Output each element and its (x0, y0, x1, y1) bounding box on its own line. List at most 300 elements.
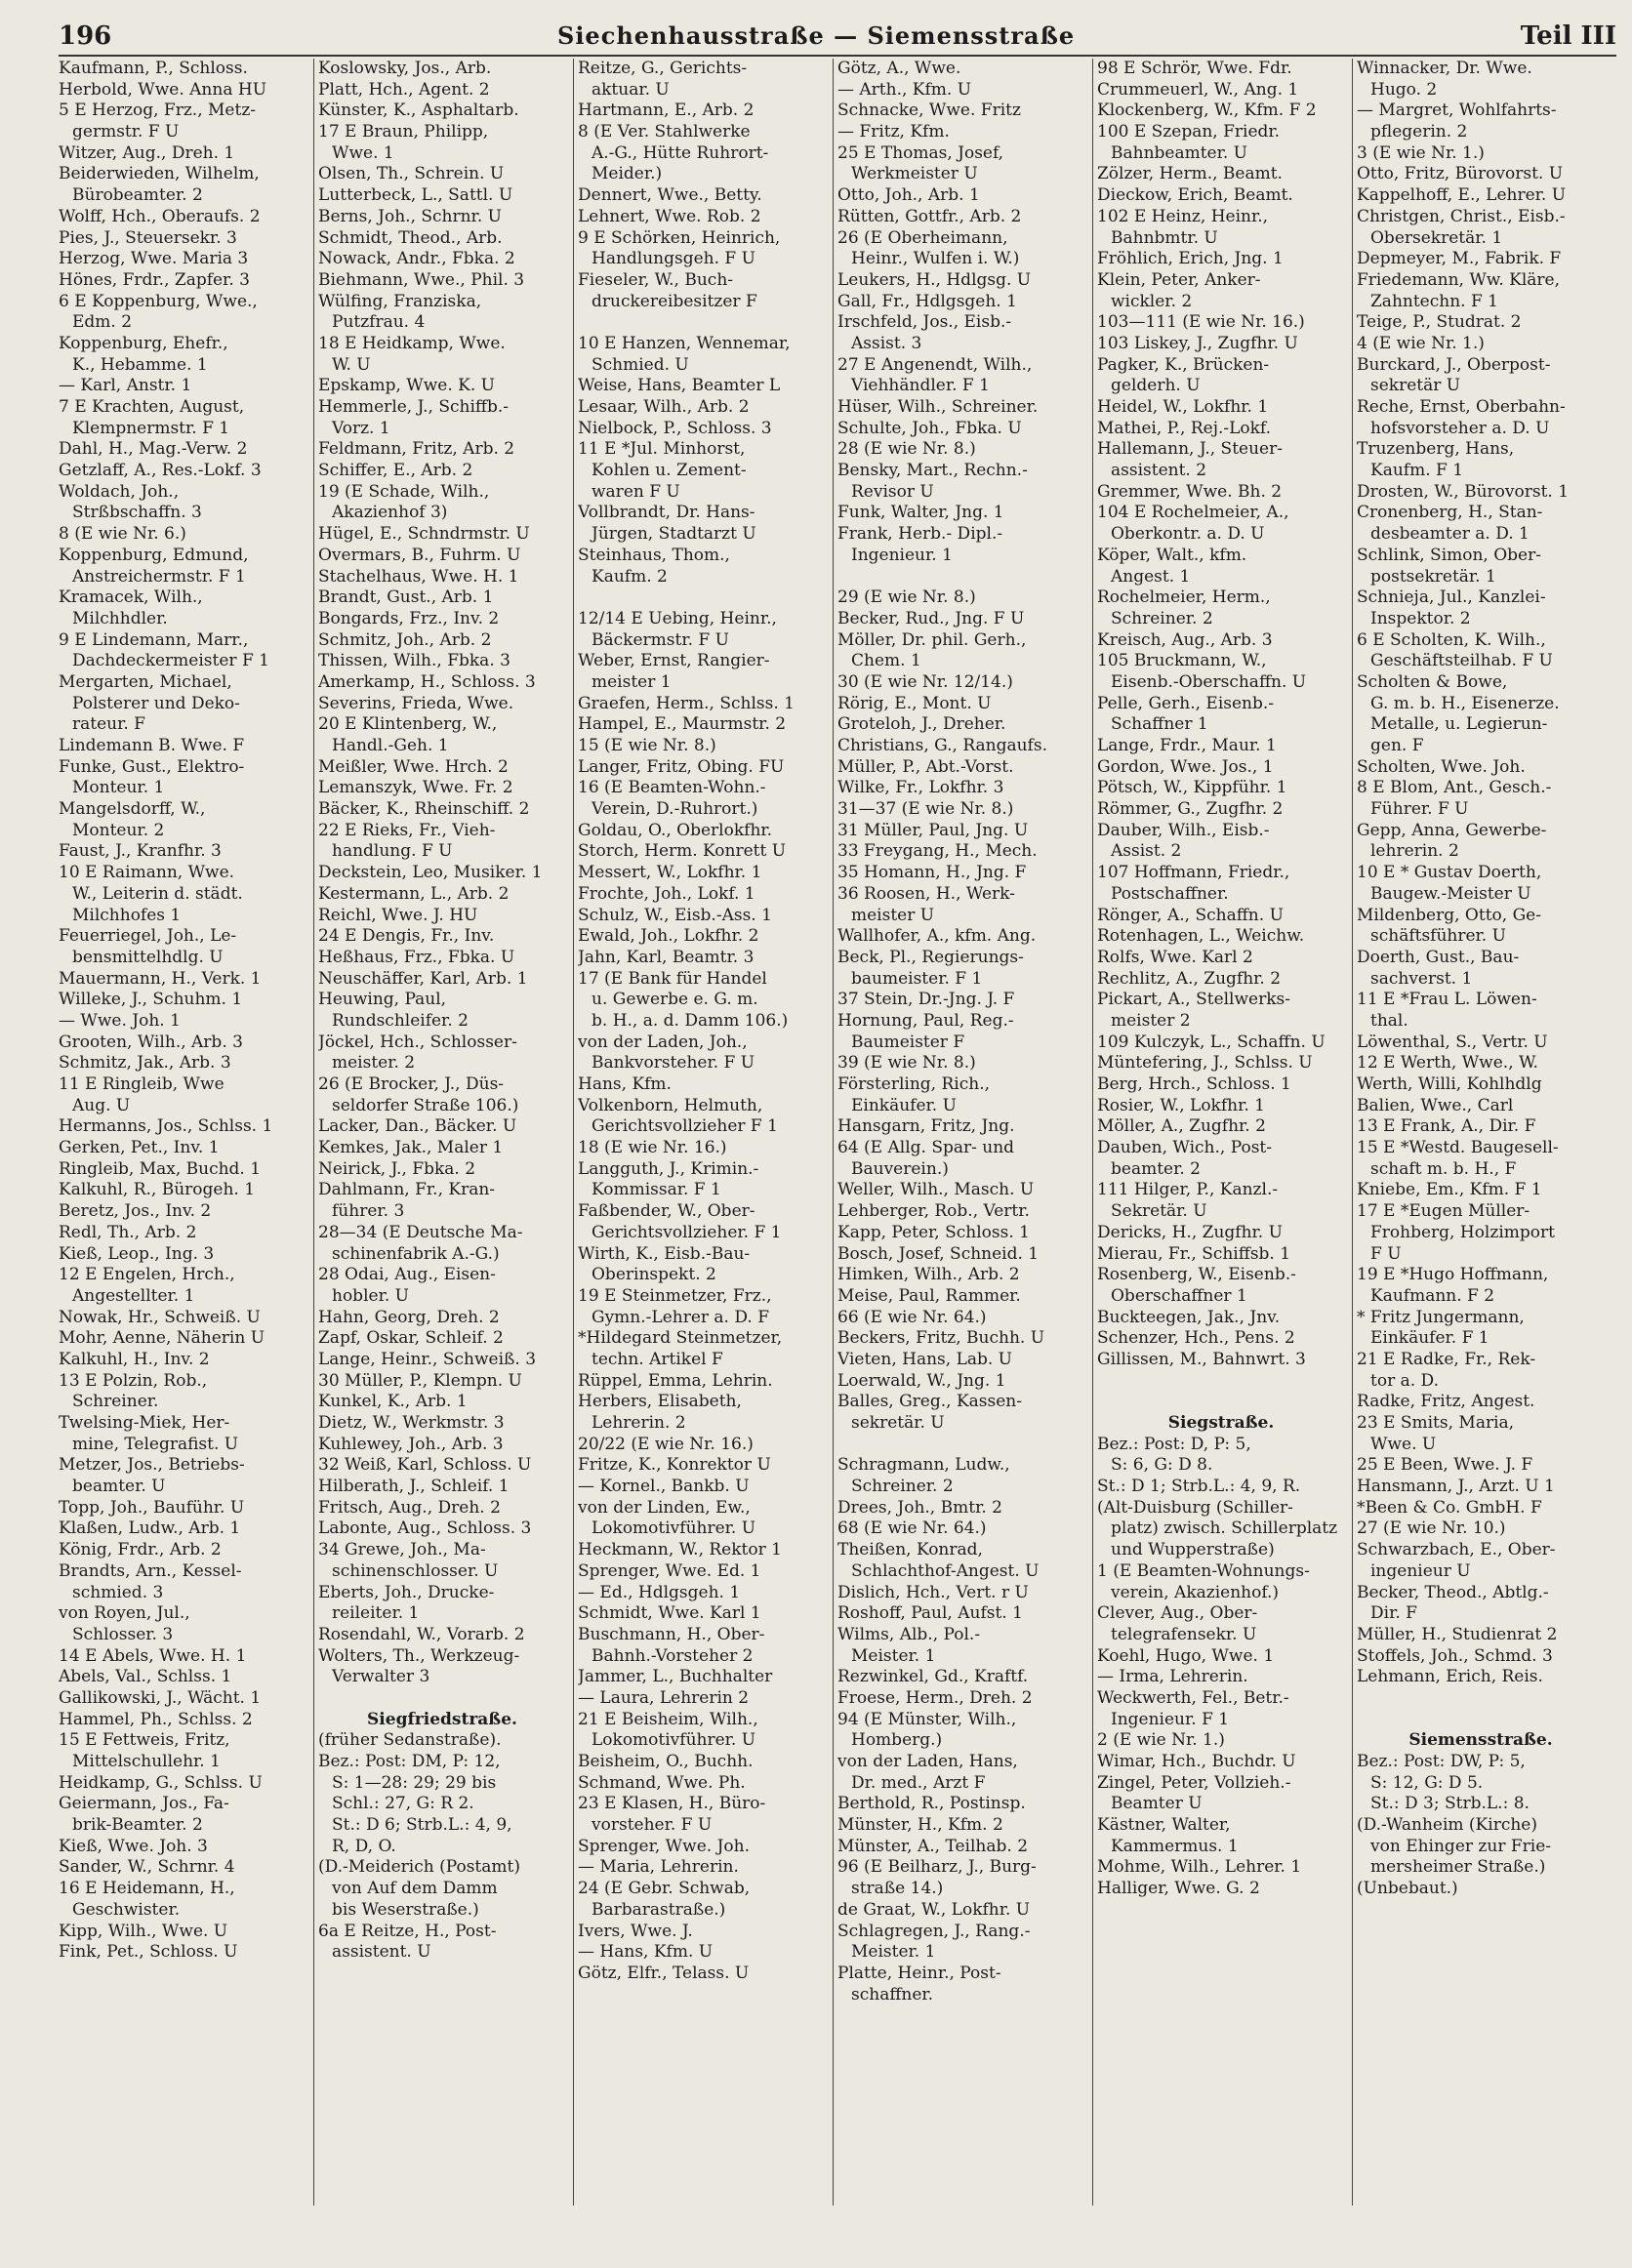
directory-entry-line: — Margret, Wohlfahrts- (1357, 101, 1557, 121)
directory-entry-line: Witzer, Aug., Dreh. 1 (59, 142, 235, 163)
directory-entry-line: 37 Stein, Dr.-Jng. J. F (837, 990, 1015, 1010)
directory-entry-line: Bäcker, K., Rheinschiff. 2 (318, 799, 530, 820)
directory-entry-line: Deckstein, Leo, Musiker. 1 (318, 863, 543, 883)
directory-entry-line: 27 (E wie Nr. 10.) (1357, 1519, 1506, 1539)
directory-entry-line: S: 1—28: 29; 29 bis (332, 1772, 497, 1793)
directory-entry-line: Gerichtsvollzieher. F 1 (592, 1222, 782, 1242)
directory-entry-line: Twelsing-Miek, Her- (59, 1413, 230, 1433)
directory-entry-line: Kaufmann. F 2 (1370, 1285, 1495, 1306)
directory-entry-line: Vollbrandt, Dr. Hans- (578, 503, 755, 523)
directory-entry-line: Rechlitz, A., Zugfhr. 2 (1097, 968, 1282, 989)
directory-entry-line: schinenfabrik A.-G.) (332, 1243, 500, 1264)
directory-entry-line: 5 E Herzog, Frz., Metz- (59, 101, 257, 121)
directory-entry-line: handlung. F U (332, 841, 453, 862)
directory-entry-line: desbeamter a. D. 1 (1370, 524, 1530, 545)
directory-entry-line: Möller, Dr. phil. Gerh., (837, 629, 1027, 650)
directory-entry-line: 31 Müller, Paul, Jng. U (837, 820, 1029, 840)
directory-entry-line: Labonte, Aug., Schloss. 3 (318, 1519, 532, 1539)
directory-entry-line: 29 (E wie Nr. 8.) (837, 587, 976, 608)
directory-entry-line: 23 E Klasen, H., Büro- (578, 1794, 766, 1814)
directory-entry-line: waren F U (592, 481, 680, 502)
directory-entry-line: Koppenburg, Ehefr., (59, 333, 228, 353)
directory-entry-line: Wwe. U (1370, 1434, 1437, 1454)
directory-entry-line: Wolff, Hch., Oberaufs. 2 (59, 206, 261, 226)
directory-entry-line: Möller, A., Zugfhr. 2 (1097, 1116, 1266, 1137)
directory-entry-line: Dennert, Wwe., Betty. (578, 185, 762, 206)
directory-entry-line: von der Laden, Hans, (837, 1752, 1018, 1771)
directory-entry-line: Ingenieur. 1 (851, 545, 953, 565)
directory-entry-line: 4 (E wie Nr. 1.) (1357, 333, 1485, 353)
running-title: Siechenhausstraße — Siemensstraße (556, 21, 1076, 50)
directory-entry-line: Dr. med., Arzt F (851, 1772, 986, 1793)
directory-entry-line: — Hans, Kfm. U (578, 1942, 714, 1963)
column-divider (313, 59, 314, 2206)
directory-entry-line: Werkmeister U (851, 164, 978, 184)
directory-entry-line: Becker, Rud., Jng. F U (837, 608, 1025, 628)
directory-entry-line: germstr. F U (72, 122, 180, 142)
directory-entry-line: Sander, W., Schrnr. 4 (59, 1857, 235, 1878)
directory-entry-line: straße 14.) (851, 1879, 944, 1899)
directory-entry-line: Frohberg, Holzimport (1370, 1222, 1555, 1242)
directory-entry-line: 17 E *Eugen Müller- (1357, 1201, 1530, 1222)
directory-entry-line: bis Weserstraße.) (332, 1899, 479, 1920)
directory-entry-line: 25 E Been, Wwe. J. F (1357, 1455, 1533, 1476)
directory-entry-line: Hansgarn, Fritz, Jng. (837, 1116, 1015, 1137)
directory-entry-line: Kammermus. 1 (1111, 1836, 1239, 1856)
directory-entry-line: meister. 2 (332, 1053, 416, 1073)
directory-entry-line: Himken, Wilh., Arb. 2 (837, 1265, 1020, 1285)
directory-entry-line: Viehhändler. F 1 (851, 376, 990, 396)
directory-entry-line: Hornung, Paul, Reg.- (837, 1010, 1014, 1031)
directory-entry-line: Mittelschullehr. 1 (72, 1752, 221, 1771)
directory-entry-line: Hugo. 2 (1370, 79, 1438, 100)
directory-entry-line: 6 E Scholten, K. Wilh., (1357, 629, 1546, 650)
directory-entry-line: Hartmann, E., Arb. 2 (578, 101, 755, 121)
directory-entry-line: Frochte, Joh., Lokf. 1 (578, 883, 755, 904)
directory-entry-line: Sprenger, Wwe. Joh. (578, 1836, 750, 1856)
directory-entry-line: rateur. F (72, 714, 145, 735)
directory-entry-line: aktuar. U (592, 79, 670, 100)
directory-entry-line: Jöckel, Hch., Schlosser- (318, 1032, 517, 1052)
directory-entry-line: Kunkel, K., Arb. 1 (318, 1392, 468, 1412)
directory-entry-line: de Graat, W., Lokfhr. U (837, 1899, 1031, 1920)
directory-entry-line: Schreiner. 2 (1111, 608, 1213, 628)
directory-entry-line: Postschaffner. (1111, 883, 1229, 904)
directory-entry-line: Dachdeckermeister F 1 (72, 651, 269, 671)
directory-entry-line: Akazienhof 3) (332, 503, 448, 523)
directory-entry-line: Schenzer, Hch., Pens. 2 (1097, 1328, 1295, 1349)
directory-entry-line: Bez.: Post: D, P: 5, (1097, 1434, 1251, 1454)
directory-entry-line: Lange, Heinr., Schweiß. 3 (318, 1349, 537, 1369)
directory-entry-line: sachverst. 1 (1370, 968, 1473, 989)
directory-entry-line: 8 (E wie Nr. 6.) (59, 524, 186, 545)
directory-entry-line: Gallikowski, J., Wächt. 1 (59, 1687, 262, 1708)
directory-entry-line: vorsteher. F U (592, 1815, 713, 1836)
directory-entry-line: (Unbebaut.) (1357, 1879, 1458, 1899)
directory-entry-line: 36 Roosen, H., Werk- (837, 883, 1015, 904)
directory-entry-line: Dieckow, Erich, Beamt. (1097, 185, 1293, 206)
directory-entry-line: Berthold, R., Postinsp. (837, 1794, 1026, 1814)
directory-entry-line: Bahnbmtr. U (1111, 227, 1218, 248)
directory-entry-line: 17 (E Bank für Handel (578, 968, 767, 989)
directory-entry-line: Handlungsgeh. F U (592, 249, 755, 269)
directory-entry-line: Willeke, J., Schuhm. 1 (59, 990, 243, 1010)
directory-entry-line: 39 (E wie Nr. 8.) (837, 1053, 976, 1073)
directory-entry-line: Zingel, Peter, Vollzieh.- (1097, 1772, 1291, 1793)
directory-entry-line: Herbers, Elisabeth, (578, 1392, 742, 1412)
directory-entry-line: Klaßen, Ludw., Arb. 1 (59, 1519, 241, 1539)
directory-entry-line: 10 E Raimann, Wwe. (59, 863, 235, 883)
directory-entry-line: Beck, Pl., Regierungs- (837, 947, 1024, 967)
directory-entry-line: Stachelhaus, Wwe. H. 1 (318, 566, 519, 587)
directory-entry-line: Schragmann, Ludw., (837, 1455, 1010, 1476)
directory-entry-line: Rosier, W., Lokfhr. 1 (1097, 1095, 1265, 1115)
directory-entry-line: hofsvorsteher a. D. U (1370, 418, 1550, 438)
directory-entry-line: * Fritz Jungermann, (1357, 1307, 1525, 1327)
directory-entry-line: Meise, Paul, Rammer. (837, 1285, 1021, 1306)
directory-entry-line: 15 E *Westd. Baugesell- (1357, 1138, 1559, 1158)
directory-entry-line: Weckwerth, Fel., Betr.- (1097, 1687, 1289, 1708)
directory-entry-line: Münster, A., Teilhab. 2 (837, 1836, 1029, 1856)
directory-entry-line: Lutterbeck, L., Sattl. U (318, 185, 513, 206)
directory-entry-line: Geschäftsteilhab. F U (1370, 651, 1553, 671)
directory-entry-line: Hüser, Wilh., Schreiner. (837, 397, 1039, 417)
directory-entry-line: Heidel, W., Lokfhr. 1 (1097, 397, 1269, 417)
directory-entry-line: Getzlaff, A., Res.-Lokf. 3 (59, 461, 262, 481)
directory-entry-line: 30 Müller, P., Klempn. U (318, 1370, 522, 1391)
directory-entry-line: Schlink, Simon, Ober- (1357, 545, 1541, 565)
directory-entry-line: Topp, Joh., Bauführ. U (59, 1497, 245, 1518)
directory-entry-line: Fritsch, Aug., Dreh. 2 (318, 1497, 501, 1518)
directory-entry-line: Brandts, Arn., Kessel- (59, 1560, 242, 1581)
page-number: 196 (59, 21, 112, 51)
directory-entry-line: Kalkuhl, R., Bürogeh. 1 (59, 1180, 256, 1200)
directory-entry-line: 107 Hoffmann, Friedr., (1097, 863, 1290, 883)
directory-entry-line: S: 6, G: D 8. (1111, 1455, 1213, 1476)
directory-entry-line: Amerkamp, H., Schloss. 3 (318, 671, 536, 692)
directory-entry-line: — Fritz, Kfm. (837, 122, 950, 142)
directory-entry-line: Hampel, E., Maurmstr. 2 (578, 714, 787, 735)
directory-entry-line: u. Gewerbe e. G. m. (592, 990, 758, 1010)
directory-entry-line: Dahl, H., Mag.-Verw. 2 (59, 439, 248, 460)
directory-entry-line: Winnacker, Dr. Wwe. (1357, 59, 1532, 78)
directory-entry-line: beamter. U (72, 1477, 166, 1497)
directory-entry-line: und Wupperstraße) (1111, 1540, 1275, 1560)
directory-entry-line: Verwalter 3 (332, 1667, 430, 1687)
directory-entry-line: Mildenberg, Otto, Ge- (1357, 905, 1541, 925)
directory-entry-line: 9 E Schörken, Heinrich, (578, 227, 781, 248)
directory-entry-line: Heinr., Wulfen i. W.) (851, 249, 1020, 269)
directory-entry-line: Gremmer, Wwe. Bh. 2 (1097, 481, 1283, 502)
directory-entry-line: Weller, Wilh., Masch. U (837, 1180, 1035, 1200)
directory-entry-line: postsekretär. 1 (1370, 566, 1496, 587)
directory-entry-line: Graefen, Herm., Schlss. 1 (578, 693, 795, 713)
directory-entry-line: Christgen, Christ., Eisb.- (1357, 206, 1566, 226)
directory-entry-line: 19 (E Schade, Wilh., (318, 481, 490, 502)
directory-entry-line: Bongards, Frz., Inv. 2 (318, 608, 500, 628)
directory-entry-line: Wallhofer, A., kfm. Ang. (837, 926, 1037, 947)
directory-entry-line: Koehl, Hugo, Wwe. 1 (1097, 1645, 1275, 1666)
directory-entry-line: Beisheim, O., Buchh. (578, 1752, 754, 1771)
directory-entry-line: Zahntechn. F 1 (1370, 291, 1498, 311)
directory-entry-line: Gordon, Wwe. Jos., 1 (1097, 756, 1274, 777)
directory-entry-line: bensmittelhdlg. U (72, 947, 224, 967)
directory-entry-line: Rolfs, Wwe. Karl 2 (1097, 947, 1253, 967)
directory-entry-line: Klockenberg, W., Kfm. F 2 (1097, 101, 1317, 121)
directory-entry-line: baumeister. F 1 (851, 968, 983, 989)
directory-entry-line: Beckers, Fritz, Buchh. U (837, 1328, 1045, 1349)
directory-entry-line: 8 (E Ver. Stahlwerke (578, 122, 751, 142)
directory-entry-line: Ringleib, Max, Buchd. 1 (59, 1158, 262, 1179)
directory-entry-line: Bosch, Josef, Schneid. 1 (837, 1243, 1040, 1264)
directory-entry-line: Schulz, W., Eisb.-Ass. 1 (578, 905, 772, 925)
directory-entry-line: Gerken, Pet., Inv. 1 (59, 1138, 220, 1158)
directory-entry-line: Hügel, E., Schndrmstr. U (318, 524, 530, 545)
directory-entry-line: Balles, Greg., Kassen- (837, 1392, 1022, 1412)
directory-entry-line: Schreiner. 2 (851, 1477, 954, 1497)
directory-entry-line: Radke, Fritz, Angest. (1357, 1392, 1535, 1412)
directory-entry-line: Gall, Fr., Hdlgsgeh. 1 (837, 291, 1017, 311)
directory-entry-line: Jahn, Karl, Beamtr. 3 (578, 947, 755, 967)
directory-entry-line: Aug. U (72, 1095, 131, 1115)
directory-entry-line: Rüppel, Emma, Lehrin. (578, 1370, 773, 1391)
directory-entry-line: 105 Bruckmann, W., (1097, 651, 1267, 671)
directory-entry-line: Scholten & Bowe, (1357, 671, 1508, 692)
directory-entry-line: 20 E Klintenberg, W., (318, 714, 498, 735)
directory-entry-line: 16 (E Beamten-Wohn.- (578, 778, 766, 798)
directory-entry-line: Müller, H., Studienrat 2 (1357, 1624, 1558, 1644)
directory-entry-line: Schmand, Wwe. Ph. (578, 1772, 746, 1793)
directory-entry-line: Münster, H., Kfm. 2 (837, 1815, 1003, 1836)
directory-entry-line: 64 (E Allg. Spar- und (837, 1138, 1015, 1158)
directory-entry-line: Rönger, A., Schaffn. U (1097, 905, 1284, 925)
directory-entry-line: Schaffner 1 (1111, 714, 1208, 735)
directory-entry-line: (D.-Meiderich (Postamt) (318, 1857, 520, 1878)
directory-entry-line: Mangelsdorff, W., (59, 799, 206, 820)
directory-entry-line: Kaufm. F 1 (1370, 461, 1464, 481)
directory-entry-line: Einkäufer. U (851, 1095, 957, 1115)
directory-entry-line: St.: D 3; Strb.L.: 8. (1370, 1794, 1530, 1814)
directory-entry-line: König, Frdr., Arb. 2 (59, 1540, 222, 1560)
directory-entry-line: Kuhlewey, Joh., Arb. 3 (318, 1434, 504, 1454)
directory-entry-line: Reche, Ernst, Oberbahn- (1357, 397, 1566, 417)
directory-entry-line: Schlosser. 3 (72, 1624, 174, 1644)
column-5 (1097, 59, 1345, 2206)
blank-line (1097, 1392, 1345, 1413)
directory-entry-line: wickler. 2 (1111, 291, 1193, 311)
blank-line (1357, 1710, 1605, 1731)
directory-entry-line: Rochelmeier, Herm., (1097, 587, 1271, 608)
directory-entry-line: Geiermann, Jos., Fa- (59, 1794, 229, 1814)
directory-entry-line: Müntefering, J., Schlss. U (1097, 1053, 1313, 1073)
directory-entry-line: 20/22 (E wie Nr. 16.) (578, 1434, 754, 1454)
directory-entry-line: Kästner, Walter, (1097, 1815, 1231, 1836)
directory-entry-line: 33 Freygang, H., Mech. (837, 841, 1038, 862)
directory-entry-line: Heidkamp, G., Schlss. U (59, 1772, 263, 1793)
directory-entry-line: ingenieur U (1370, 1560, 1471, 1581)
directory-entry-line: Köper, Walt., kfm. (1097, 545, 1247, 565)
directory-entry-line: Crummeuerl, W., Ang. 1 (1097, 79, 1299, 100)
directory-entry-line: Oberinspekt. 2 (592, 1265, 716, 1285)
directory-entry-line: Olsen, Th., Schrein. U (318, 164, 505, 184)
directory-entry-line: 28 Odai, Aug., Eisen- (318, 1265, 496, 1285)
directory-entry-line: 12/14 E Uebing, Heinr., (578, 608, 777, 628)
directory-entry-line: beamter. 2 (1111, 1158, 1201, 1179)
directory-entry-line: Schmied. U (592, 354, 689, 375)
directory-entry-line: Kestermann, L., Arb. 2 (318, 883, 510, 904)
directory-entry-line: Dislich, Hch., Vert. r U (837, 1582, 1029, 1602)
directory-entry-line: 21 E Beisheim, Wilh., (578, 1709, 758, 1729)
directory-entry-line: Schiffer, E., Arb. 2 (318, 461, 473, 481)
directory-entry-line: Koppenburg, Edmund, (59, 545, 249, 565)
directory-entry-line: Löwenthal, S., Vertr. U (1357, 1032, 1548, 1052)
directory-entry-line: (früher Sedanstraße). (318, 1730, 502, 1751)
directory-entry-line: von Royen, Jul., (59, 1603, 190, 1624)
directory-entry-line: 96 (E Beilharz, J., Burg- (837, 1857, 1037, 1878)
directory-entry-line: Revisor U (851, 481, 934, 502)
directory-entry-line: Redl, Th., Arb. 2 (59, 1222, 197, 1242)
directory-entry-line: Lehmann, Erich, Reis. (1357, 1667, 1543, 1687)
directory-entry-line: Milchhdler. (72, 608, 168, 628)
directory-entry-line: Angestellter. 1 (72, 1285, 195, 1306)
directory-entry-line: Reichl, Wwe. J. HU (318, 905, 478, 925)
directory-entry-line: Zölzer, Herm., Beamt. (1097, 164, 1283, 184)
directory-entry-line: Barbarastraße.) (592, 1899, 726, 1920)
directory-entry-line: Rörig, E., Mont. U (837, 693, 992, 713)
directory-entry-line: Otto, Fritz, Bürovorst. U (1357, 164, 1564, 184)
directory-entry-line: Kapp, Peter, Schloss. 1 (837, 1222, 1030, 1242)
directory-entry-line: Einkäufer. F 1 (1370, 1328, 1489, 1349)
blank-line (1357, 1688, 1605, 1710)
directory-entry-line: Fieseler, W., Buch- (578, 269, 734, 290)
directory-entry-line: Fink, Pet., Schloss. U (59, 1942, 238, 1963)
directory-entry-line: Brandt, Gust., Arb. 1 (318, 587, 494, 608)
directory-entry-line: Hammel, Ph., Schlss. 2 (59, 1709, 253, 1729)
directory-entry-line: Hilberath, J., Schleif. 1 (318, 1477, 510, 1497)
directory-entry-line: Koslowsky, Jos., Arb. (318, 59, 492, 78)
directory-entry-line: Loerwald, W., Jng. 1 (837, 1370, 1006, 1391)
directory-entry-line: Kohlen u. Zement- (592, 461, 747, 481)
directory-entry-line: Leukers, H., Hdlgsg. U (837, 269, 1032, 290)
directory-entry-line: Grooten, Wilh., Arb. 3 (59, 1032, 243, 1052)
directory-entry-line: Oberschaffner 1 (1111, 1285, 1247, 1306)
directory-entry-line: — Wwe. Joh. 1 (59, 1010, 181, 1031)
directory-entry-line: Wimar, Hch., Buchdr. U (1097, 1752, 1296, 1771)
directory-entry-line: Jürgen, Stadtarzt U (592, 524, 756, 545)
directory-entry-line: — Irma, Lehrerin. (1097, 1667, 1248, 1687)
directory-entry-line: — Arth., Kfm. U (837, 79, 972, 100)
directory-entry-line: Schl.: 27, G: R 2. (332, 1794, 474, 1814)
part-label: Teil III (1520, 21, 1616, 51)
directory-entry-line: Assist. 3 (851, 333, 922, 353)
directory-entry-line: Thissen, Wilh., Fbka. 3 (318, 651, 510, 671)
directory-entry-line: Dauben, Wich., Post- (1097, 1138, 1272, 1158)
directory-entry-line: Inspektor. 2 (1370, 608, 1471, 628)
directory-entry-line: Angest. 1 (1111, 566, 1191, 587)
directory-entry-line: Heßhaus, Frz., Fbka. U (318, 947, 515, 967)
directory-entry-line: schinenschlosser. U (332, 1560, 499, 1581)
directory-entry-line: Epskamp, Wwe. K. U (318, 376, 495, 396)
directory-entry-line: R, D, O. (332, 1836, 396, 1856)
directory-entry-line: Lokomotivführer. U (592, 1519, 756, 1539)
directory-entry-line: Hallemann, J., Steuer- (1097, 439, 1283, 460)
directory-entry-line: Monteur. 1 (72, 778, 165, 798)
directory-entry-line: 103—111 (E wie Nr. 16.) (1097, 312, 1305, 333)
blank-line (318, 1688, 566, 1710)
directory-entry-line: Ivers, Wwe. J. (578, 1921, 693, 1941)
directory-entry-line: Mathei, P., Rej.-Lokf. (1097, 418, 1272, 438)
directory-entry-line: platz) zwisch. Schillerplatz (1111, 1519, 1338, 1539)
directory-entry-line: reileiter. 1 (332, 1603, 420, 1624)
directory-entry-line: Hansmann, J., Arzt. U 1 (1357, 1477, 1555, 1497)
column-3 (578, 59, 826, 2206)
directory-entry-line: Lesaar, Wilh., Arb. 2 (578, 397, 750, 417)
directory-entry-line: mersheimer Straße.) (1370, 1857, 1546, 1878)
directory-entry-line: 27 E Angenendt, Wilh., (837, 354, 1033, 375)
directory-entry-line: b. H., a. d. Damm 106.) (592, 1010, 789, 1031)
directory-entry-line: Depmeyer, M., Fabrik. F (1357, 249, 1562, 269)
directory-entry-line: Christians, G., Rangaufs. (837, 736, 1047, 755)
directory-entry-line: Schnieja, Jul., Kanzlei- (1357, 587, 1546, 608)
page-header (59, 21, 1616, 53)
directory-entry-line: Weber, Ernst, Rangier- (578, 651, 770, 671)
directory-entry-line: Bürobeamter. 2 (72, 185, 203, 206)
directory-entry-line: 68 (E wie Nr. 64.) (837, 1519, 987, 1539)
directory-entry-line: Heckmann, W., Rektor 1 (578, 1540, 782, 1560)
directory-entry-line: 102 E Heinz, Heinr., (1097, 206, 1269, 226)
directory-entry-line: Metzer, Jos., Betriebs- (59, 1455, 245, 1476)
directory-entry-line: (Alt-Duisburg (Schiller- (1097, 1497, 1293, 1518)
directory-entry-line: Bez.: Post: DW, P: 5, (1357, 1752, 1526, 1771)
directory-entry-line: Wülfing, Franziska, (318, 291, 482, 311)
directory-entry-line: 21 E Radke, Fr., Rek- (1357, 1349, 1536, 1369)
directory-entry-line: Stoffels, Joh., Schmd. 3 (1357, 1645, 1553, 1666)
directory-entry-line: Kalkuhl, H., Inv. 2 (59, 1349, 210, 1369)
directory-entry-line: Scholten, Wwe. Joh. (1357, 756, 1526, 777)
column-divider (833, 59, 834, 2206)
directory-entry-line: 9 E Lindemann, Marr., (59, 629, 249, 650)
directory-entry-line: tor a. D. (1370, 1370, 1439, 1391)
directory-entry-line: Lehrerin. 2 (592, 1413, 686, 1433)
directory-entry-line: assistent. 2 (1111, 461, 1207, 481)
directory-entry-line: Fröhlich, Erich, Jng. 1 (1097, 249, 1284, 269)
directory-entry-line: Lehnert, Wwe. Rob. 2 (578, 206, 761, 226)
directory-entry-line: telegrafensekr. U (1111, 1624, 1257, 1644)
directory-entry-line: Kommissar. F 1 (592, 1180, 721, 1200)
directory-entry-line: Siegstraße. (1167, 1413, 1275, 1433)
directory-entry-line: 111 Hilger, P., Kanzl.- (1097, 1180, 1279, 1200)
directory-entry-line: Mohr, Aenne, Näherin U (59, 1328, 265, 1349)
directory-entry-line: 30 (E wie Nr. 12/14.) (837, 671, 1013, 692)
directory-entry-line: seldorfer Straße 106.) (332, 1095, 519, 1115)
directory-entry-line: Lange, Frdr., Maur. 1 (1097, 736, 1277, 755)
column-divider (1352, 59, 1353, 2206)
directory-entry-line: Verein, D.-Ruhrort.) (592, 799, 758, 820)
directory-entry-line: 104 E Rochelmeier, A., (1097, 503, 1289, 523)
directory-entry-line: Kieß, Leop., Ing. 3 (59, 1243, 215, 1264)
directory-entry-line: 22 E Rieks, Fr., Vieh- (318, 820, 496, 840)
directory-entry-line: Kappelhoff, E., Lehrer. U (1357, 185, 1567, 206)
directory-entry-line: Pagker, K., Brücken- (1097, 354, 1270, 375)
directory-entry-line: Steinhaus, Thom., (578, 545, 730, 565)
directory-entry-line: Beretz, Jos., Inv. 2 (59, 1201, 212, 1222)
directory-entry-line: W., Leiterin d. städt. (72, 883, 243, 904)
directory-entry-line: Kemkes, Jak., Maler 1 (318, 1138, 504, 1158)
directory-entry-line: Schlagregen, J., Rang.- (837, 1921, 1031, 1941)
directory-entry-line: Hermanns, Jos., Schlss. 1 (59, 1116, 273, 1137)
directory-entry-line: Sekretär. U (1111, 1201, 1207, 1222)
directory-entry-line: Irschfeld, Jos., Eisb.- (837, 312, 1012, 333)
